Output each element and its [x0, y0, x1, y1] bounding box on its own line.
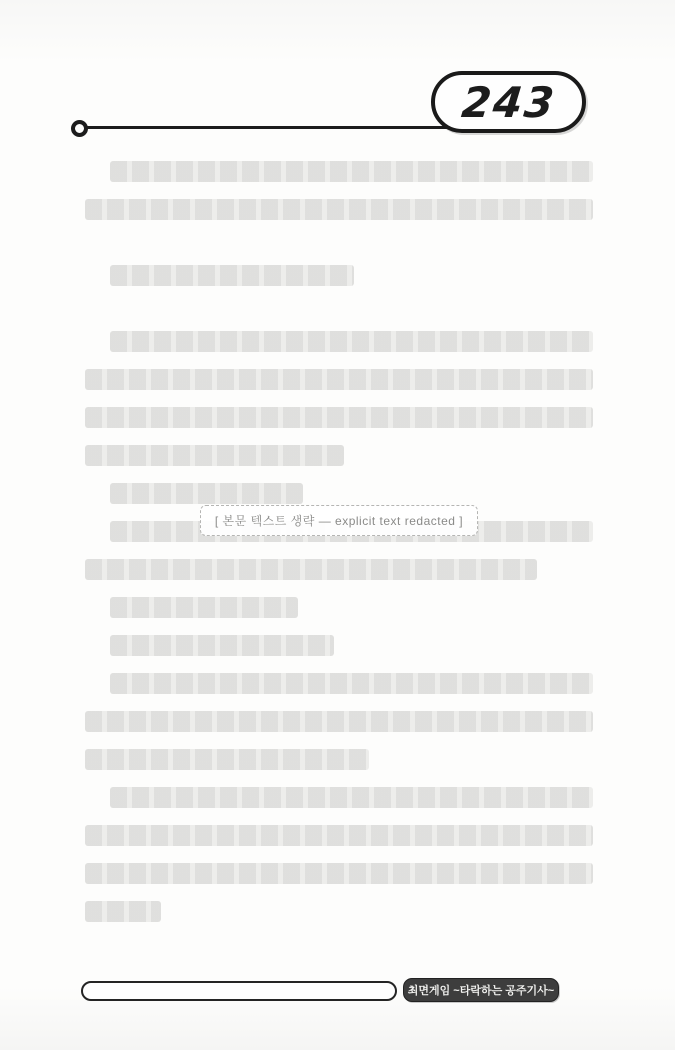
redacted-line-bar — [110, 635, 334, 656]
paragraph-redacted — [85, 664, 593, 778]
redacted-line-bar — [85, 901, 161, 922]
text-line-redacted — [85, 626, 593, 664]
redacted-line-bar — [110, 331, 593, 352]
paragraph-redacted — [85, 588, 593, 626]
text-line-redacted — [85, 740, 593, 778]
redacted-line-bar — [85, 445, 344, 466]
body-text-block — [85, 152, 593, 930]
redacted-line-bar — [110, 483, 303, 504]
page-number-badge — [431, 71, 586, 133]
text-line-redacted — [85, 892, 593, 930]
text-line-redacted — [85, 256, 593, 294]
text-line-redacted — [85, 322, 593, 360]
redacted-line-bar — [110, 161, 593, 182]
paragraph-redacted — [85, 778, 593, 930]
text-line-redacted — [85, 474, 593, 512]
redacted-line-bar — [85, 825, 593, 846]
redacted-line-bar — [85, 711, 593, 732]
text-line-redacted — [85, 152, 593, 190]
redacted-line-bar — [110, 673, 593, 694]
redacted-line-bar — [110, 597, 298, 618]
paragraph-redacted — [85, 152, 593, 228]
redacted-line-bar — [110, 521, 593, 542]
redacted-line-bar — [110, 265, 354, 286]
paragraph-redacted — [85, 256, 593, 294]
text-line-redacted — [85, 512, 593, 550]
text-line-redacted — [85, 588, 593, 626]
text-line-redacted — [85, 664, 593, 702]
paragraph-redacted — [85, 512, 593, 588]
text-line-redacted — [85, 854, 593, 892]
paragraph-redacted — [85, 322, 593, 474]
text-line-redacted — [85, 190, 593, 228]
redacted-line-bar — [85, 559, 537, 580]
page-number: 243 — [459, 77, 558, 127]
text-line-redacted — [85, 360, 593, 398]
redacted-line-bar — [85, 863, 593, 884]
text-line-redacted — [85, 702, 593, 740]
text-line-redacted — [85, 436, 593, 474]
redacted-line-bar — [85, 407, 593, 428]
text-line-redacted — [85, 778, 593, 816]
footer-title-badge — [403, 978, 559, 1002]
redacted-line-bar — [85, 199, 593, 220]
redacted-line-bar — [85, 749, 369, 770]
paragraph-redacted — [85, 626, 593, 664]
footer-pill-box — [81, 981, 397, 1001]
paragraph-redacted — [85, 474, 593, 512]
redaction-notice: [ 본문 텍스트 생략 — explicit text redacted ] — [200, 505, 478, 536]
redacted-line-bar — [110, 787, 593, 808]
text-line-redacted — [85, 398, 593, 436]
text-line-redacted — [85, 816, 593, 854]
header-rule-line — [86, 126, 454, 129]
series-title: 최면게임 ~타락하는 공주기사~ — [407, 985, 555, 997]
text-line-redacted — [85, 550, 593, 588]
redacted-line-bar — [85, 369, 593, 390]
